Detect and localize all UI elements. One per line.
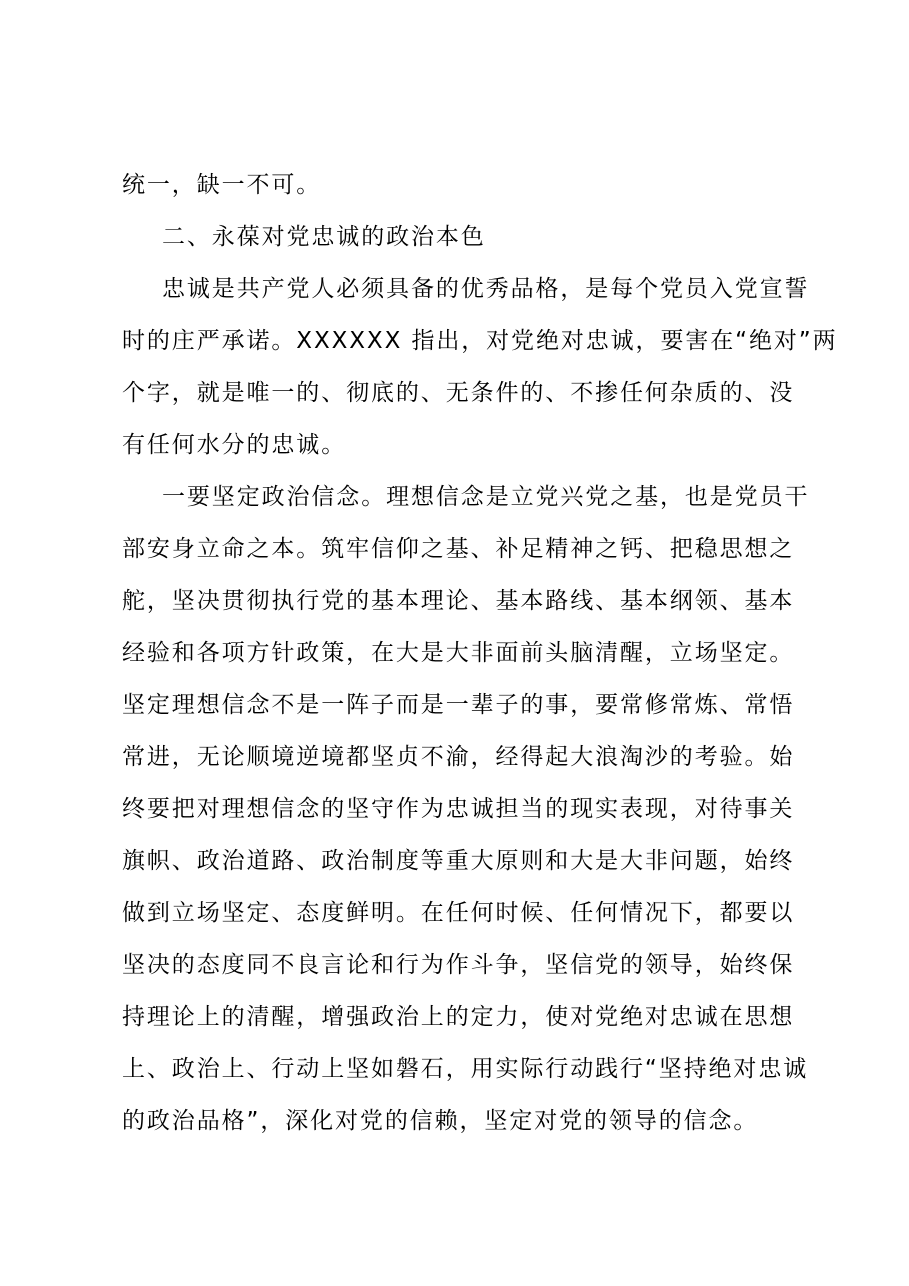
paragraph-line: 经验和各项方针政策，在大是大非面前头脑清醒，立场坚定。	[122, 640, 795, 666]
paragraph-line: 旗帜、政治道路、政治制度等重大原则和大是大非问题，始终	[122, 848, 795, 874]
paragraph-line: 部安身立命之本。筑牢信仰之基、补足精神之钙、把稳思想之	[122, 536, 795, 562]
paragraph-line: 坚定理想信念不是一阵子而是一辈子的事，要常修常炼、常悟	[122, 692, 795, 718]
paragraph-line: 常进，无论顺境逆境都坚贞不渝，经得起大浪淘沙的考验。始	[122, 744, 795, 770]
document-body	[122, 159, 838, 1147]
paragraph-line: 一要坚定政治信念。理想信念是立党兴党之基，也是党员干	[162, 484, 810, 510]
section-heading: 二、永葆对党忠诚的政治本色	[162, 224, 486, 250]
paragraph-line: 时的庄严承诺。XXXXXX 指出，对党绝对忠诚，要害在“绝对”两	[122, 328, 838, 354]
paragraph-line: 持理论上的清醒，增强政治上的定力，使对党绝对忠诚在思想	[122, 1004, 795, 1030]
paragraph-line: 舵，坚决贯彻执行党的基本理论、基本路线、基本纲领、基本	[122, 588, 795, 614]
paragraph-line: 的政治品格”，深化对党的信赖，坚定对党的领导的信念。	[122, 1108, 759, 1134]
paragraph-line: 统一，缺一不可。	[122, 172, 322, 198]
paragraph-line: 做到立场坚定、态度鲜明。在任何时候、任何情况下，都要以	[122, 900, 795, 926]
paragraph-line: 终要把对理想信念的坚守作为忠诚担当的现实表现，对待事关	[122, 796, 795, 822]
paragraph-line: 忠诚是共产党人必须具备的优秀品格，是每个党员入党宣誓	[162, 276, 810, 302]
paragraph-line: 有任何水分的忠诚。	[122, 432, 347, 458]
paragraph-line: 个字，就是唯一的、彻底的、无条件的、不掺任何杂质的、没	[122, 380, 795, 406]
paragraph-line: 上、政治上、行动上坚如磐石，用实际行动践行“坚持绝对忠诚	[122, 1056, 809, 1082]
paragraph-line: 坚决的态度同不良言论和行为作斗争，坚信党的领导，始终保	[122, 952, 795, 978]
